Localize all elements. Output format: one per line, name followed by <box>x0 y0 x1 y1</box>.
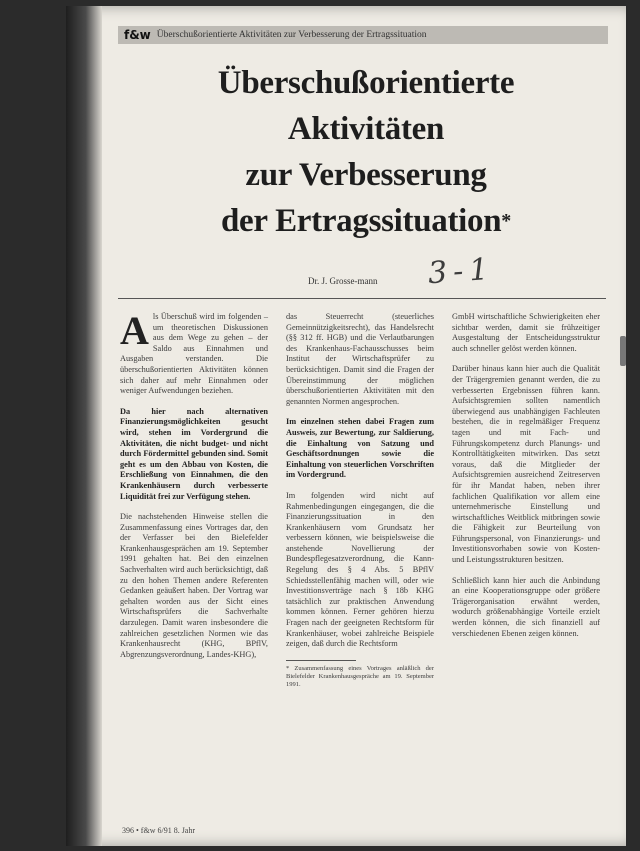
page-footer: 396 • f&w 6/91 8. Jahr <box>122 826 196 835</box>
title-line-4 <box>146 198 586 244</box>
title-line-1: Überschußorientierte <box>217 65 515 101</box>
col3-paragraph-1: GmbH wirtschaftliche Schwierigkeiten eher sichtbar werden, damit sie frühzeitiger Ausgestaltung der Entscheidungsstruktur auch schneller gelöst werden können. <box>452 312 600 353</box>
footnote-divider <box>286 660 356 661</box>
title-divider <box>118 298 606 299</box>
col3-paragraph-2: Darüber hinaus kann hier auch die Qualität der Trägergremien genannt werden, die zu verbesserten Ergebnissen führen kann. Aufsichtsgremien sollten namentlich überwiegend aus unabhängigen Fachleuten bestehen, die in regelmäßiger Frequenz tagen und mit Fach- und Führungskompetenz durch Planungs- und Kontrolltätigkeiten mitwirken. Das setzt voraus, daß die Mitglieder der Aufsichtsgremien ausreichend Zeitreserven für ihr Mandat haben, neben ihrer fachlichen Qualifikation vor allem eine unternehmerische Einstellung und wirtschaftliches Weitblick mitbringen sowie die Fähigkeit zur Beurteilung von Führungspersonal, von Finanzierungs- und Investitionsvorhaben sowie von Kosten- und Leistungsstrukturen besitzen. <box>452 364 600 565</box>
running-title: Überschußorientierte Aktivitäten zur Verbesserung der Ertragssituation <box>156 30 427 40</box>
col2-paragraph-2: Im einzelnen stehen dabei Fragen zum Ausweis, zur Bewertung, zur Saldierung, die Einhaltung von Satzung und Geschäftsordnungen sowie die Einhaltung von steuerlichen Vorschriften im Vordergrund. <box>286 417 434 480</box>
col1-paragraph-2: Da hier nach alternativen Finanzierungsmöglichkeiten gesucht wird, stehen im Vordergrund die Aktivitäten, die nicht budget- und nicht durch Fördermittel gebunden sind. Somit geht es um den Abbau von Kosten, die Erschließung von Einnahmen, die den Krankenhäusern durch verbesserte Liquidität frei zur Verfügung stehen. <box>120 406 268 501</box>
col3-paragraph-3: Schließlich kann hier auch die Anbindung an eine Kooperationsgruppe oder größere Trägerorganisation erwähnt werden, wodurch größenabhängige Vorteile erzielt werden können, die sich finanziell auf verschiedenen Ebenen zeigen können. <box>452 575 600 638</box>
title-line-2: Aktivitäten <box>287 111 445 147</box>
col1-paragraph-3: Die nachstehenden Hinweise stellen die Zusammenfassung eines Vortrages dar, den der Verfasser bei den Bielefelder Krankenhausgesprächen am 19. September 1991 gehalten hat. Bei den einzelnen Sachverhalten wird auch berücksichtigt, daß zu den hohen Themen andere Referenten Gedanken geäußert haben. Der Vortrag war gehalten worden aus der Sicht eines Wirtschaftsprüfers die Sachverhalte darzulegen. Damit waren insbesondere die zahlreichen gesetzlichen Normen wie das Krankenhausrecht (KHG, BPflV, Abgrenzungsverordnung, Landes-KHG), <box>120 512 268 659</box>
magazine-logo: f&w <box>124 28 151 42</box>
column-2 <box>286 312 434 689</box>
column-1 <box>120 308 268 670</box>
handwritten-note: 3-1 <box>426 251 496 292</box>
footnote-star-icon: * <box>501 210 511 232</box>
magazine-page <box>66 6 626 846</box>
page-clip <box>620 336 626 366</box>
col2-paragraph-1: das Steuerrecht (steuerliches Gemeinnützigkeitsrecht), das Handelsrecht (§§ 312 ff. HGB) und die Verlautbarungen des Krankenhaus-Fachausschusses beim Institut der Wirtschaftsprüfer zu berücksichtigen. Damit sind die Fragen der Übereinstimmung der möglichen überschußorientierten Aktivitäten mit den genannten Normen angesprochen. <box>286 312 434 406</box>
title-line-4-text: der Ertragssituation <box>220 203 502 239</box>
col1-paragraph-1 <box>120 308 268 397</box>
running-header <box>118 26 608 44</box>
drop-cap: A <box>120 308 149 353</box>
book-spine-shadow <box>66 6 102 846</box>
col2-paragraph-3: Im folgenden wird nicht auf Rahmenbedingungen eingegangen, die die Finanzierungssituation in den Krankenhäusern vom Grundsatz her verbessern können, wie beispielsweise die anstehende Novellierung der Bundespflegesatzverordnung, die Kann-Regelung des § 4 Abs. 5 BPflV Schiedsstellenfähig machen will, oder wie Investitionsverträge nach § 18b KHG tatsächlich zur praktischen Anwendung kommen können. Ferner gehören hierzu Fragen nach der geeigneten Rechtsform für Krankenhäuser, wobei zahlreiche Beispiele zeigen, daß durch die Rechtsform <box>286 490 434 649</box>
footnote: * Zusammenfassung eines Vortrages anläßlich der Bielefelder Krankenhausgespräche am 19. September 1991. <box>286 664 434 688</box>
author-byline: Dr. J. Grosse-mann <box>308 276 378 286</box>
title-line-3: zur Verbesserung <box>245 157 487 193</box>
col1-p1-text: ls Überschuß wird im folgenden – um theoretischen Diskussionen aus dem Wege zu gehen – der Saldo aus Einnahmen und Ausgaben verstanden. Die überschußorientierten Aktivitäten können sich daher auf mehr Einnahmen oder weniger Aufwendungen beziehen. <box>120 312 268 396</box>
article-title <box>146 60 586 244</box>
column-3 <box>452 312 600 649</box>
